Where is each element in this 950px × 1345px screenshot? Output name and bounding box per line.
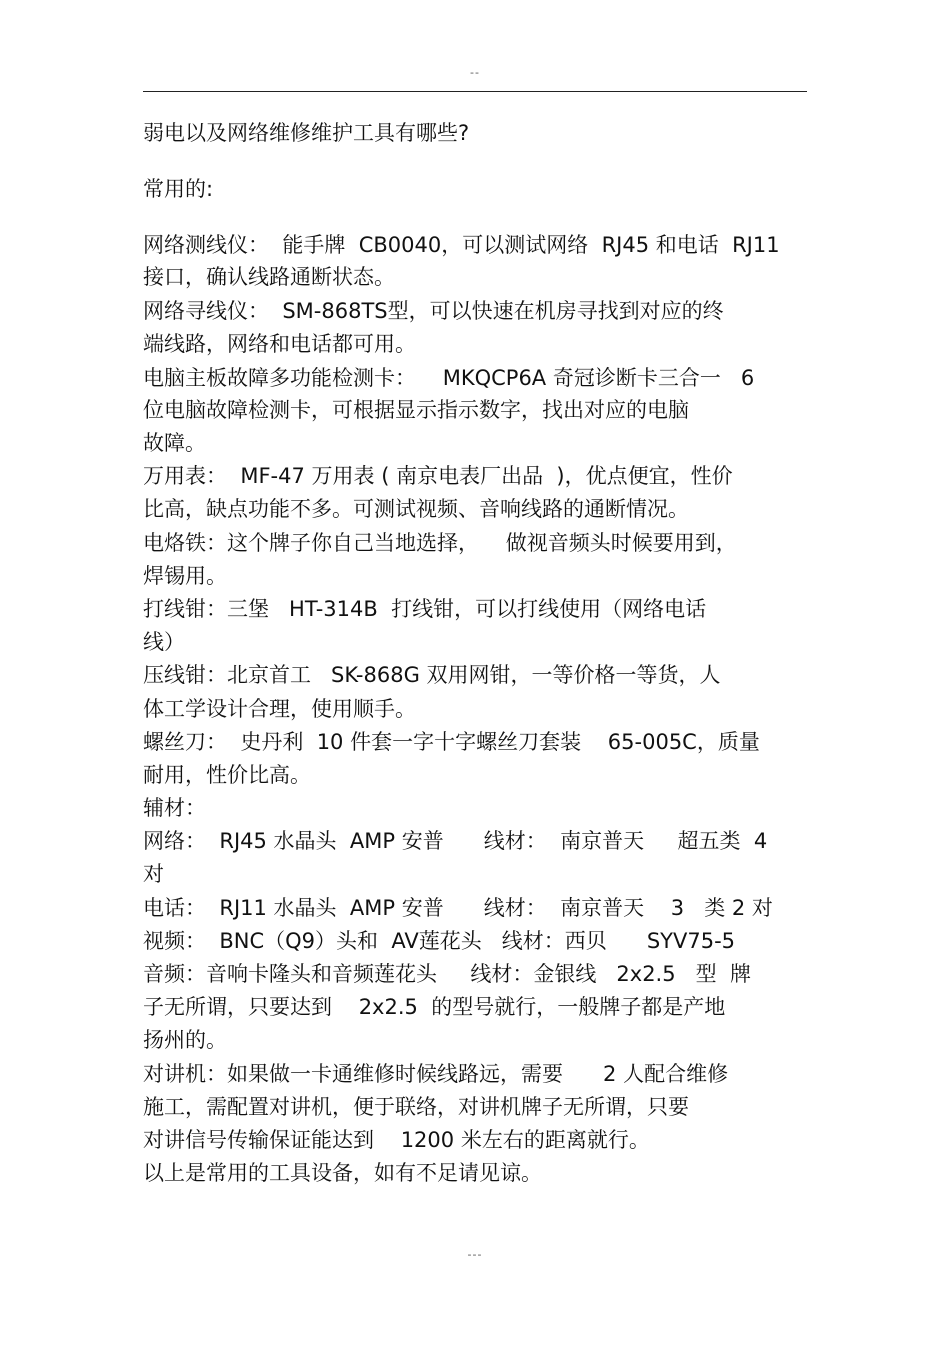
text-line: 电脑主板故障多功能检测卡： MKQCP6A 奇冠诊断卡三合一 6 (143, 366, 755, 390)
text-line: 对讲信号传输保证能达到 1200 米左右的距离就行。 (143, 1128, 650, 1152)
page-footer-mark: --- (467, 1248, 483, 1261)
text-line: 焊锡用。 (143, 564, 227, 588)
page-header-mark: -- (470, 66, 480, 79)
text-line: 网络寻线仪： SM-868TS型，可以快速在机房寻找到对应的终 (143, 299, 724, 323)
text-line: 线） (143, 630, 185, 654)
text-line: 耐用，性价比高。 (143, 763, 311, 787)
document-subtitle: 常用的: (143, 177, 214, 201)
text-line: 万用表： MF-47 万用表 ( 南京电表厂出品 )，优点便宜，性价 (143, 464, 733, 488)
text-line: 对讲机：如果做一卡通维修时候线路远，需要 2 人配合维修 (143, 1062, 729, 1086)
text-line: 辅材： (143, 796, 206, 820)
text-line: 接口，确认线路通断状态。 (143, 265, 395, 289)
text-line: 音频：音响卡隆头和音频莲花头 线材：金银线 2x2.5 型 牌 (143, 962, 751, 986)
text-line: 螺丝刀： 史丹利 10 件套一字十字螺丝刀套装 65-005C，质量 (143, 730, 760, 754)
text-line: 网络： RJ45 水晶头 AMP 安普 线材： 南京普天 超五类 4 (143, 829, 768, 853)
header-divider (143, 91, 807, 92)
text-line: 以上是常用的工具设备，如有不足请见谅。 (143, 1161, 542, 1185)
text-line: 施工，需配置对讲机，便于联络，对讲机牌子无所谓，只要 (143, 1095, 689, 1119)
text-line: 电烙铁：这个牌子你自己当地选择， 做视音频头时候要用到， (143, 531, 737, 555)
text-line: 对 (143, 862, 164, 886)
text-line: 比高，缺点功能不多。可测试视频、音响线路的通断情况。 (143, 497, 689, 521)
text-line: 视频： BNC（Q9）头和 AV莲花头 线材：西贝 SYV75-5 (143, 929, 736, 953)
text-line: 体工学设计合理，使用顺手。 (143, 697, 416, 721)
text-line: 子无所谓，只要达到 2x2.5 的型号就行，一般牌子都是产地 (143, 995, 726, 1019)
document-title: 弱电以及网络维修维护工具有哪些? (143, 121, 470, 145)
text-line: 压线钳：北京首工 SK-868G 双用网钳，一等价格一等货，人 (143, 663, 721, 687)
text-line: 位电脑故障检测卡，可根据显示指示数字，找出对应的电脑 (143, 398, 689, 422)
text-line: 打线钳：三堡 HT-314B 打线钳，可以打线使用（网络电话 (143, 597, 707, 621)
text-line: 电话： RJ11 水晶头 AMP 安普 线材： 南京普天 3 类 2 对 (143, 896, 773, 920)
text-line: 故障。 (143, 431, 206, 455)
text-line: 端线路，网络和电话都可用。 (143, 332, 416, 356)
text-line: 扬州的。 (143, 1028, 227, 1052)
text-line: 网络测线仪： 能手牌 CB0040，可以测试网络 RJ45 和电话 RJ11 (143, 233, 780, 257)
